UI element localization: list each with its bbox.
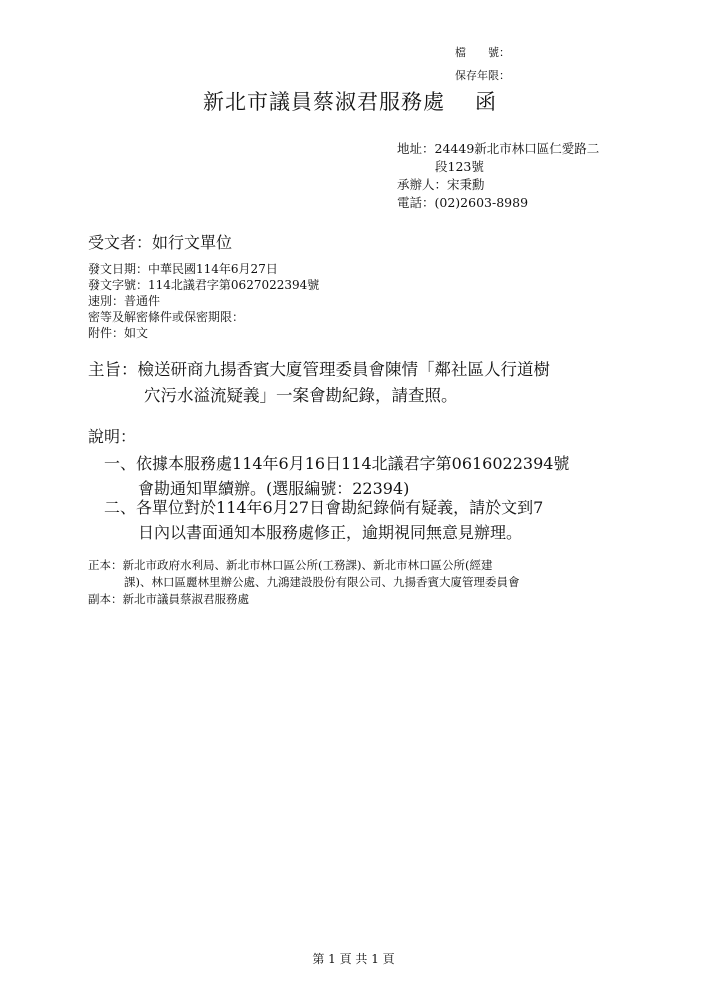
issuing-org: 新北市議員蔡淑君服務處 bbox=[203, 90, 445, 114]
recipient bbox=[88, 230, 232, 253]
subject-line-2: 穴污水溢流疑義」一案會勘紀錄，請查照。 bbox=[144, 386, 458, 405]
speed-label: 速別： bbox=[88, 294, 125, 308]
reference-label: 發文字號： bbox=[88, 278, 149, 292]
page-number: 第 1 頁 共 1 頁 bbox=[312, 952, 395, 966]
address-label: 地址： bbox=[397, 141, 435, 156]
item-text-line-1: 各單位對於114年6月27日會勘紀錄倘有疑義，請於文到7 bbox=[136, 498, 544, 517]
recipient-label: 受文者： bbox=[88, 233, 153, 252]
recipient-value: 如行文單位 bbox=[152, 233, 233, 252]
subject bbox=[88, 357, 550, 409]
date-value: 中華民國114年6月27日 bbox=[148, 262, 278, 276]
reference-value: 114北議君字第0627022394號 bbox=[148, 278, 320, 292]
copy-recipients-value: 新北市議員蔡淑君服務處 bbox=[122, 592, 249, 606]
original-recipients-line-2: 課)、林口區麗林里辦公處、九鴻建設股份有限公司、九揚香賓大廈管理委員會 bbox=[124, 575, 520, 589]
phone-label: 電話： bbox=[397, 195, 435, 210]
explanation-item bbox=[104, 451, 569, 501]
document-title bbox=[203, 86, 497, 116]
item-text-line-1: 依據本服務處114年6月16日114北議君字第0616022394號 bbox=[136, 454, 570, 473]
speed-value: 普通件 bbox=[124, 294, 161, 308]
original-recipients-line-1: 新北市政府水利局、新北市林口區公所(工務課)、新北市林口區公所(經建 bbox=[122, 558, 493, 572]
subject-label: 主旨： bbox=[88, 360, 138, 379]
phone-value: (02)2603-8989 bbox=[434, 195, 529, 210]
item-text-line-2: 會勘通知單續辦。(選服編號：22394) bbox=[138, 479, 410, 498]
copy-recipients-label: 副本： bbox=[88, 592, 123, 606]
address-block bbox=[397, 140, 599, 212]
subject-line-1: 檢送研商九揚香賓大廈管理委員會陳情「鄰社區人行道樹 bbox=[137, 360, 550, 379]
handler-value: 宋秉勳 bbox=[447, 177, 485, 192]
address-value: 24449新北市林口區仁愛路二 bbox=[434, 141, 600, 156]
item-text-line-2: 日內以書面通知本服務處修正，逾期視同無意見辦理。 bbox=[138, 523, 523, 542]
original-recipients-label: 正本： bbox=[88, 558, 123, 572]
item-number: 一、 bbox=[104, 454, 137, 473]
file-number-label: 檔 號： bbox=[455, 46, 510, 59]
explanation-item bbox=[104, 495, 543, 545]
date-label: 發文日期： bbox=[88, 262, 149, 276]
secrecy-label: 密等及解密條件或保密期限： bbox=[88, 310, 245, 324]
handler-label: 承辦人： bbox=[397, 177, 448, 192]
item-number: 二、 bbox=[104, 498, 137, 517]
address-value-cont: 段123號 bbox=[435, 159, 484, 174]
attachment-value: 如文 bbox=[124, 326, 149, 340]
attachment-label: 附件： bbox=[88, 326, 125, 340]
dispatch-meta bbox=[88, 261, 319, 341]
distribution bbox=[88, 557, 519, 608]
document-type: 函 bbox=[475, 90, 497, 114]
retention-period-label: 保存年限： bbox=[455, 69, 510, 82]
explanation-label: 說明： bbox=[88, 427, 137, 446]
